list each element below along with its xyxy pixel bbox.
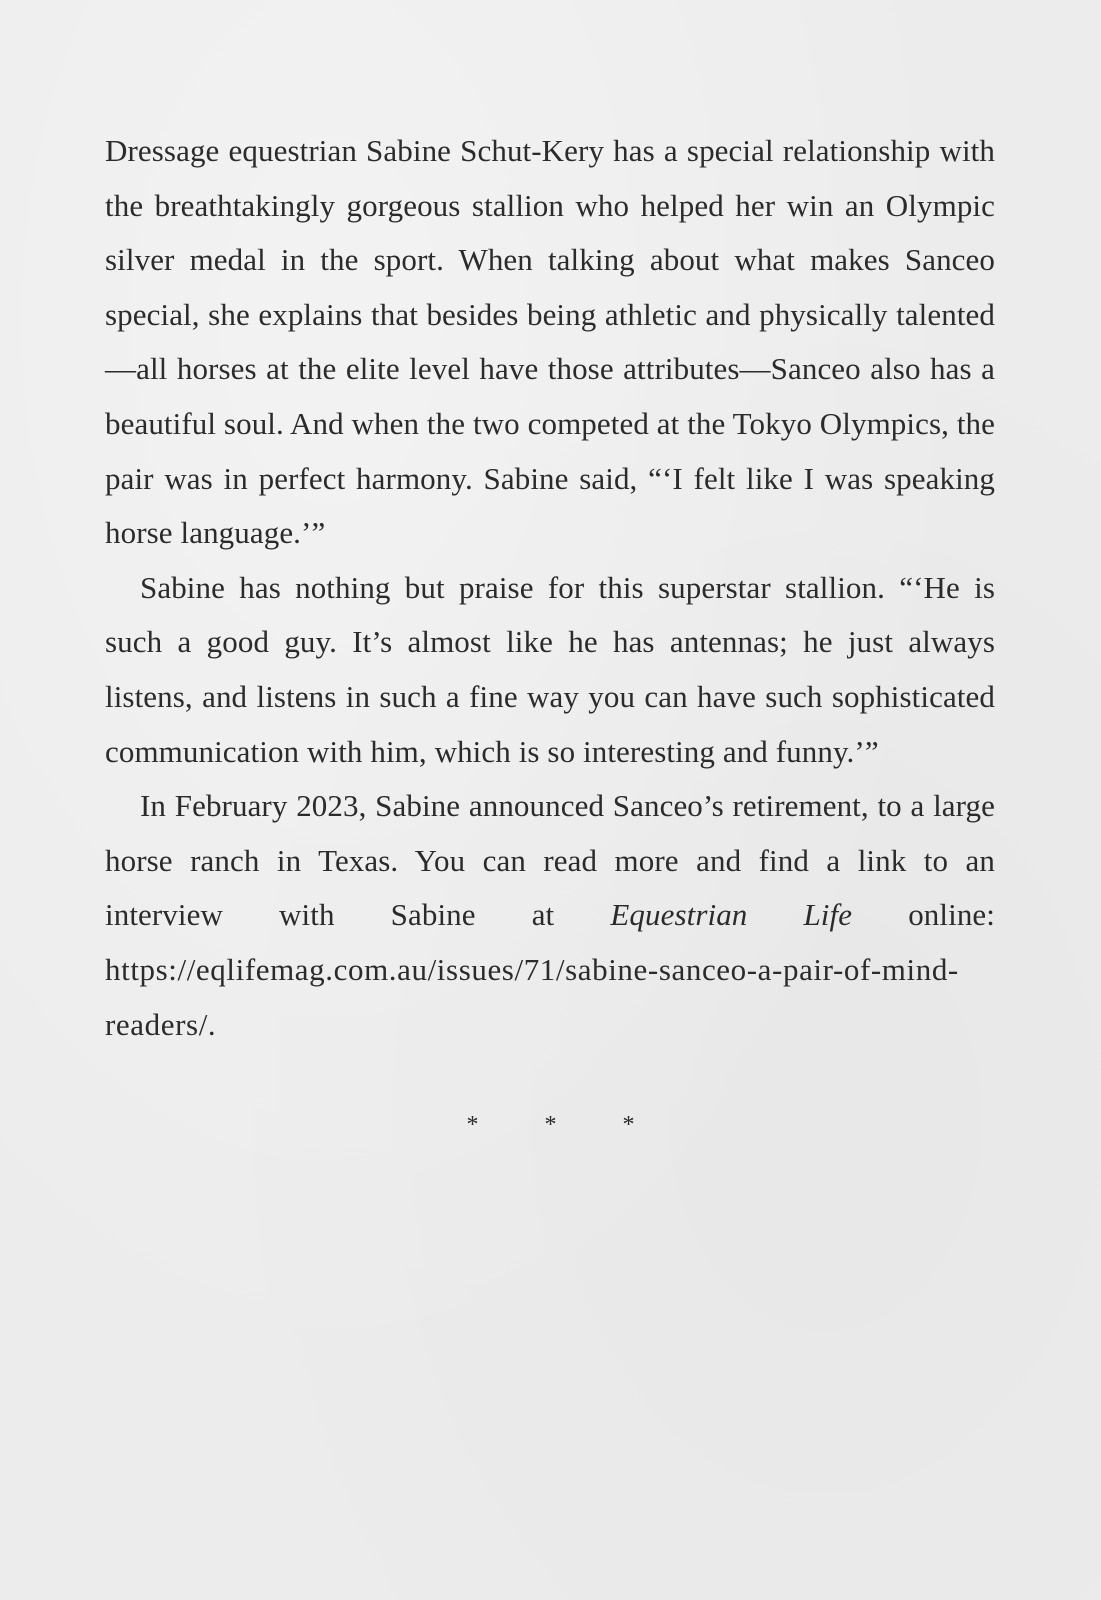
divider-asterisk: * [544,1112,557,1138]
paragraph-1: Dressage equestrian Sabine Schut-Kery has a special relationship with the breathtakingly gorgeous stallion who helped her win an Olympic silver medal in the sport. When talking about what makes Sanceo special, she explains that besides being athletic and physically talented—all horses at the elite level have those attributes—Sanceo also has a beautiful soul. And when the two competed at the Tokyo Olympics, the pair was in perfect harmony. Sabine said, “‘I felt like I was speaking horse language.’” [105,133,995,551]
paragraph-2: Sabine has nothing but praise for this superstar stallion. “‘He is such a good guy. It’s almost like he has antennas; he just always listens, and listens in such a fine way you can have such sophisticated communication with him, which is so interesting and funny.’” [105,569,995,769]
body-text [105,124,995,1052]
divider-asterisk: * [622,1112,635,1138]
divider-asterisk: * [466,1112,479,1138]
paragraph-3 [105,779,995,1052]
article-link[interactable]: https://eqlifemag.com.au/issues/71/sabine-sanceo-a-pair-of-mind-readers/. [105,951,959,1042]
paragraph-3-text: In February 2023, Sabine announced Sanceo’s retirement, to a large horse ranch in Texas. You can read more and find a link to an interview with Sabine at [105,788,995,933]
section-divider [0,1112,1101,1139]
paragraph-3-text-continued: online: [852,897,995,933]
magazine-title: Equestrian Life [610,897,853,933]
